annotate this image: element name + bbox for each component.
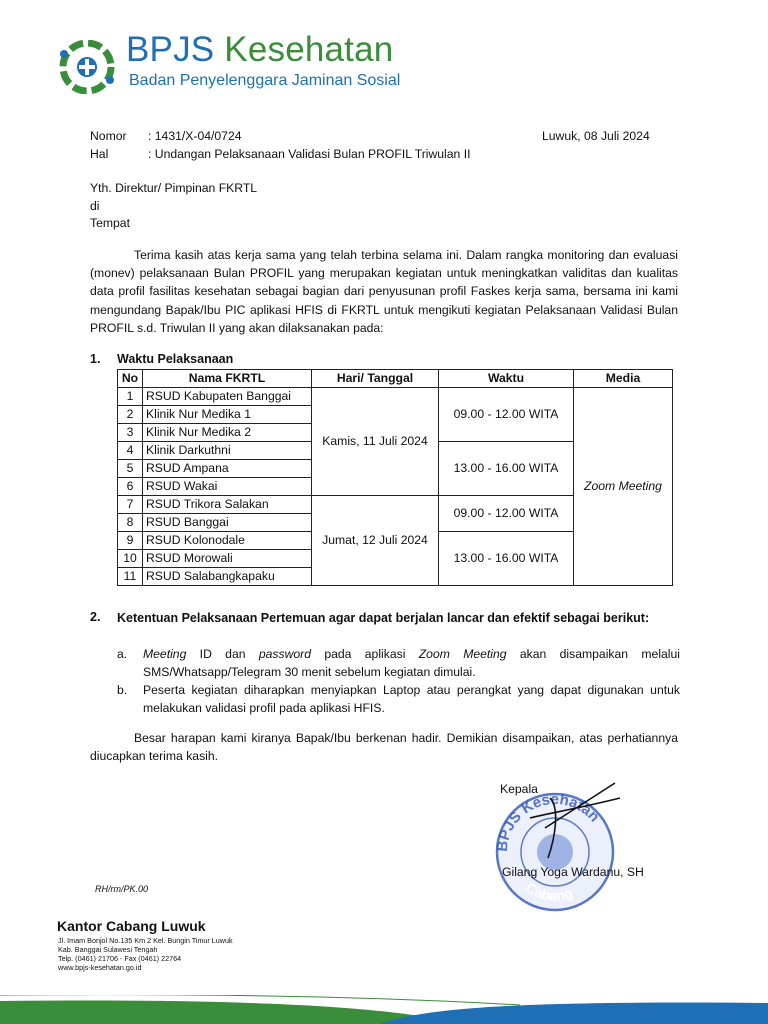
closing-text: Besar harapan kami kiranya Bapak/Ibu berkenan hadir. Demikian disampaikan, atas perhatiannya diucapkan terima kasih. [90,731,678,764]
hal-label: Hal [90,147,109,161]
intro-text: Terima kasih atas kerja sama yang telah terbina selama ini. Dalam rangka monitoring dan evaluasi (monev) pelaksanaan Bulan PROFIL yang merupakan kegiatan untuk meningkatkan validitas dan kualitas data profil fasilitas kesehatan sebagai bagian dari penyusunan profil Faskes kerja sama, bersama ini kami mengundang Bapak/Ibu PIC aplikasi HFIS di FKRTL untuk mengikuti kegiatan Pelaksanaan Validasi Bulan PROFIL s.d. Triwulan II yang akan dilaksanakan pada: [90,248,678,335]
row-name: RSUD Trikora Salakan [143,496,312,514]
row-no: 1 [118,388,143,406]
signature-title: Kepala [500,782,538,796]
section1-title: Waktu Pelaksanaan [117,352,234,366]
day2-cell: Jumat, 12 Juli 2024 [312,496,439,586]
day1-cell: Kamis, 11 Juli 2024 [312,388,439,496]
list-text-b: Peserta kegiatan diharapkan menyiapkan Laptop atau perangkat yang dapat digunakan untuk melakukan validasi profil pada aplikasi HFIS. [143,683,680,715]
brand-bpjs: BPJS [126,30,215,69]
place-date: Luwuk, 08 Juli 2024 [542,129,650,143]
row-no: 4 [118,442,143,460]
media-cell: Zoom Meeting [574,388,673,586]
closing-paragraph [90,729,678,765]
schedule-table [117,369,673,586]
row-no: 3 [118,424,143,442]
time-afternoon-cell: 13.00 - 16.00 WITA [439,442,574,496]
nomor-value: : 1431/X-04/0724 [148,129,242,143]
office-address1: Jl. Imam Bonjol No.135 Km 2 Kel. Bungin Timur Luwuk [58,936,233,945]
header-media: Media [574,370,673,388]
row-name: RSUD Morowali [143,550,312,568]
text-id: ID dan [186,647,259,661]
list-item-a [117,645,680,681]
brand-name [126,30,393,70]
row-name: Klinik Nur Medika 2 [143,424,312,442]
office-phone: Telp. (0461) 21706 - Fax (0461) 22764 [58,954,182,963]
time-morning-cell-2: 09.00 - 12.00 WITA [439,496,574,532]
section1-number: 1. [90,352,101,366]
stamp-text-top: BPJS Kesehatan [493,790,603,853]
time-morning-cell: 09.00 - 12.00 WITA [439,388,574,442]
brand-subtitle: Badan Penyelenggara Jaminan Sosial [129,72,401,89]
row-name: RSUD Kolonodale [143,532,312,550]
signature-scribble-icon [520,778,640,868]
footer-band [0,995,768,1024]
office-website: www.bpjs-kesehatan.go.id [58,963,142,972]
section2-number: 2. [90,610,101,624]
section2-title: Ketentuan Pelaksanaan Pertemuan agar dapat berjalan lancar dan efektif sebagai berikut: [117,611,650,625]
text-sms: akan disampaikan melalui SMS/Whatsapp/Telegram 30 menit sebelum kegiatan dimulai. [143,647,680,679]
table-header-row [118,370,673,388]
row-no: 11 [118,568,143,586]
section2-list [117,645,680,717]
signature-name: Gilang Yoga Wardanu, SH [502,865,644,879]
intro-paragraph [90,246,678,337]
recipient-line3: Tempat [90,216,130,230]
text-pada: pada aplikasi [311,647,419,661]
time-afternoon-cell-2: 13.00 - 16.00 WITA [439,532,574,586]
text-zoom: Zoom Meeting [418,647,507,661]
reference-code: RH/rm/PK.00 [95,884,149,894]
row-no: 6 [118,478,143,496]
row-name: RSUD Ampana [143,460,312,478]
row-name: RSUD Kabupaten Banggai [143,388,312,406]
row-name: Klinik Darkuthni [143,442,312,460]
row-no: 7 [118,496,143,514]
header-waktu: Waktu [439,370,574,388]
recipient-line2: di [90,199,100,213]
text-password: password [258,647,312,661]
brand-kesehatan: Kesehatan [224,30,394,69]
row-name: RSUD Banggai [143,514,312,532]
header-hari: Hari/ Tanggal [312,370,439,388]
bpjs-logo-icon [56,40,118,94]
list-mark-b: b. [117,683,128,697]
stamp-text-bottom: Cabang [523,879,575,904]
header-no: No [118,370,143,388]
row-no: 8 [118,514,143,532]
list-mark-a: a. [117,647,128,661]
office-address2: Kab. Banggai Sulawesi Tengah [58,945,158,954]
text-meeting: Meeting [143,647,187,661]
office-title: Kantor Cabang Luwuk [57,918,206,934]
row-name: RSUD Wakai [143,478,312,496]
hal-value: : Undangan Pelaksanaan Validasi Bulan PROFIL Triwulan II [148,147,471,161]
list-item-b [117,681,680,717]
recipient-line1: Yth. Direktur/ Pimpinan FKRTL [90,181,258,195]
nomor-label: Nomor [90,129,127,143]
row-no: 5 [118,460,143,478]
row-name: RSUD Salabangkapaku [143,568,312,586]
row-name: Klinik Nur Medika 1 [143,406,312,424]
row-no: 10 [118,550,143,568]
row-no: 9 [118,532,143,550]
header-nama: Nama FKRTL [143,370,312,388]
table-row [118,388,673,406]
row-no: 2 [118,406,143,424]
